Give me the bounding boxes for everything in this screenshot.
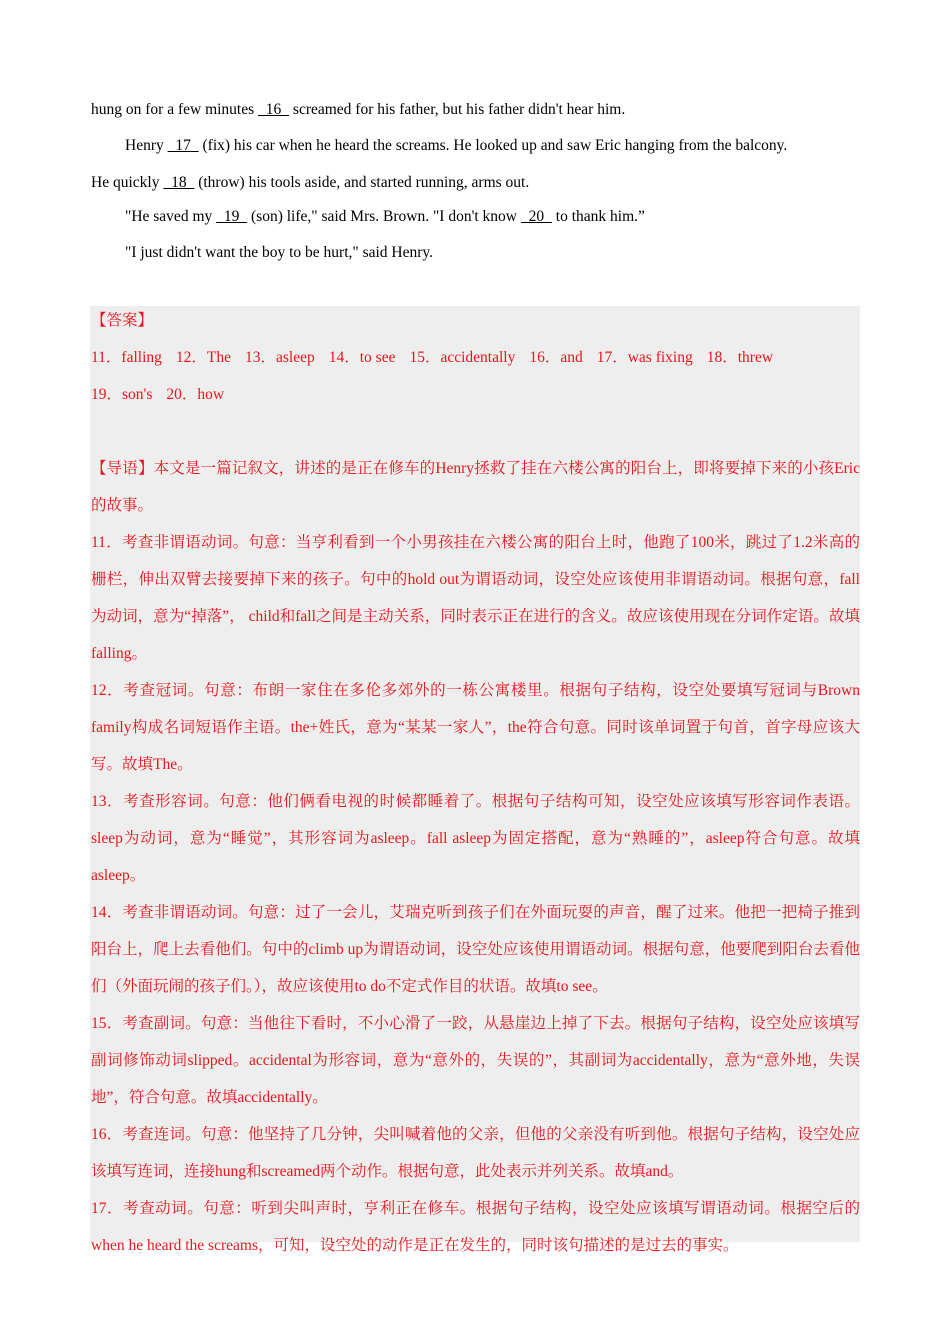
answer-18: 18．threw — [706, 349, 774, 366]
text: (son) life," said Mrs. Brown. "I don't know — [247, 208, 521, 225]
passage-line — [91, 128, 861, 164]
text: (throw) his tools aside, and started running, arms out. — [194, 174, 530, 191]
answer-12: 12．The — [175, 349, 231, 366]
blank-18: 18 — [163, 174, 195, 191]
text: "He saved my — [125, 208, 217, 225]
explanation-11: 11．考查非谓语动词。句意：当亨利看到一个小男孩挂在六楼公寓的阳台上时，他跑了100米，跳过了1.2米高的栅栏，伸出双臂去接要掉下来的孩子。句中的hold out为谓语动词，设空处应该使用非谓语动词。根据句意，fall为动词，意为“掉落”， child和fall之间是主动关系，同时表示正在进行的含义。故应该使用现在分词作定语。故填falling。 — [91, 534, 860, 662]
answer-19: 19．son's — [91, 386, 153, 403]
blank-20: 20 — [520, 208, 552, 225]
intro-paragraph: 【导语】本文是一篇记叙文，讲述的是正在修车的Henry拯救了挂在六楼公寓的阳台上，即将要掉下来的小孩Eric的故事。 — [91, 460, 860, 514]
explanation-14: 14．考查非谓语动词。句意：过了一会儿，艾瑞克听到孩子们在外面玩耍的声音，醒了过来。他把一把椅子推到阳台上，爬上去看他们。句中的climb up为谓语动词，设空处应该使用谓语动词。根据句意，他要爬到阳台去看他们（外面玩闹的孩子们。），故应该使用to do不定式作目的状语。故填to see。 — [91, 904, 860, 995]
text: (fix) his car when he heard the screams. He looked up and saw Eric hanging from the balcony. — [198, 136, 788, 154]
passage-line — [91, 199, 861, 235]
passage-line: "I just didn't want the boy to be hurt," said Henry. — [125, 243, 434, 261]
explanation-12: 12．考查冠词。句意：布朗一家住在多伦多郊外的一栋公寓楼里。根据句子结构，设空处要填写冠词与Brown family构成名词短语作主语。the+姓氏，意为“某某一家人”，the符合句意。同时该单词置于句首，首字母应该大写。故填The。 — [91, 682, 860, 773]
text: screamed for his father, but his father didn't hear him. — [289, 101, 626, 118]
passage — [91, 92, 861, 270]
answer-20: 20．how — [166, 386, 225, 403]
text: He quickly — [91, 174, 164, 191]
answer-17: 17．was fixing — [596, 349, 693, 366]
text: hung on for a few minutes — [91, 101, 259, 118]
answer-section — [90, 306, 860, 1254]
answer-heading: 【答案】 — [91, 312, 154, 329]
blank-17: 17 — [167, 136, 199, 154]
answer-13: 13．asleep — [245, 349, 315, 366]
passage-line — [91, 163, 861, 199]
text: to thank him.” — [551, 208, 645, 225]
explanation-16: 16．考查连词。句意：他坚持了几分钟，尖叫喊着他的父亲，但他的父亲没有听到他。根据句子结构，设空处应该填写连词，连接hung和screamed两个动作。根据句意，此处表示并列关系。故填and。 — [91, 1126, 860, 1180]
blank-19: 19 — [216, 208, 248, 225]
explanation-15: 15．考查副词。句意：当他往下看时，不小心滑了一跤，从悬崖边上掉了下去。根据句子结构，设空处应该填写副词修饰动词slipped。accidental为形容词，意为“意外的，失误的”，其副词为accidentally，意为“意外地，失误地”，符合句意。故填accidentally。 — [91, 1015, 860, 1106]
blank-16: 16 — [258, 101, 290, 118]
text: Henry — [125, 136, 168, 154]
answer-16: 16．and — [529, 349, 583, 366]
explanation-17: 17．考查动词。句意：听到尖叫声时，亨利正在修车。根据句子结构，设空处应该填写谓语动词。根据空后的when he heard the screams，可知，设空处的动作是正在发生的，同时该句描述的是过去的事实。 — [91, 1200, 860, 1254]
explanation-13: 13．考查形容词。句意：他们俩看电视的时候都睡着了。根据句子结构可知，设空处应该填写形容词作表语。sleep为动词，意为“睡觉”，其形容词为asleep。fall asleep为固定搭配，意为“熟睡的”，asleep符合句意。故填asleep。 — [91, 793, 860, 884]
answer-15: 15．accidentally — [409, 349, 516, 366]
passage-line — [91, 92, 861, 128]
answer-14: 14．to see — [328, 349, 396, 366]
answer-row-1 — [91, 343, 860, 380]
answer-11: 11．falling — [91, 349, 162, 366]
answer-row-2 — [91, 380, 860, 417]
